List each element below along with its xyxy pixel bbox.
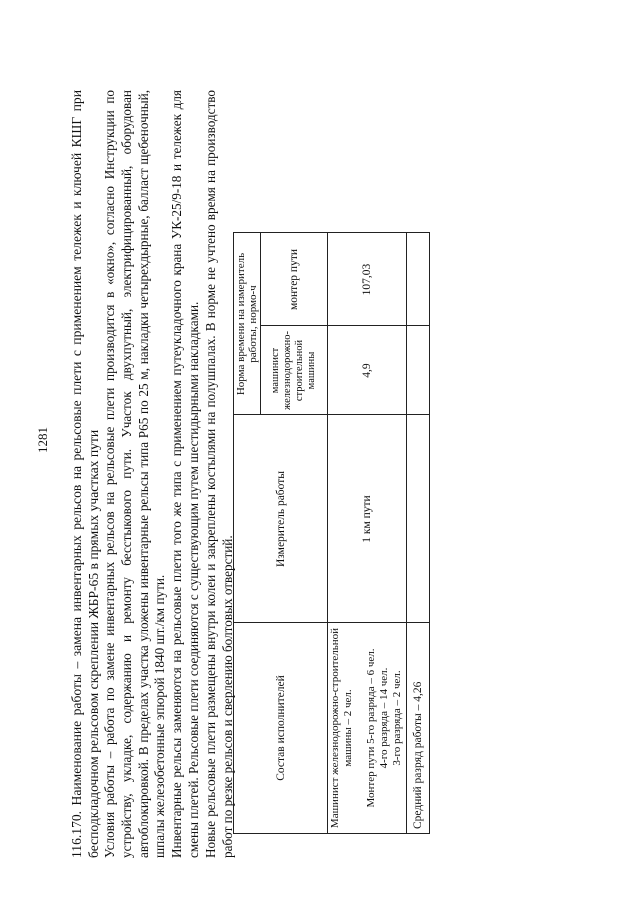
header-norm-group: Норма времени на измеритель работы, нормо-ч [235,252,259,396]
header-track-fitter: монтер пути [287,248,300,311]
norm-exclusions-paragraph: Новые рельсовые плети размещены внутри колеи и закреплены костылями на полушпалах. В норме не учтено время на производство работ по резке рельсов и сверлению болтовых отверстий. [202,90,235,858]
header-machinist: машинист железнодорожно-строительной машины [269,331,317,410]
page-number: 1281 [35,427,50,453]
crew-machinist: Машинист железнодорожно-строительной машины – 2 чел. [329,627,354,829]
document-content [68,90,448,858]
norm-track-fitter-value: 107,03 [360,263,373,296]
crew-cell [327,623,406,833]
crew-track-fitter-grade-3: 3-го разряда – 2 чел. [391,670,403,766]
section-body [102,90,236,858]
norm-machinist-value: 4,9 [360,363,373,378]
header-crew: Состав исполнителей [274,675,287,781]
rail-replacement-paragraph: Инвентарные рельсы заменяются на рельсовые плети того же типа с применением путеукладочного крана УК-25/9-18 и тележек для смены плетей. Рельсовые плети соединяются с существующим путем шестидырными накладками. [169,90,201,858]
crew-track-fitter-grade-4: 4-го разряда – 14 чел. [378,667,390,769]
section-heading: 116.170. Наименование работы – замена инвентарных рельсов на рельсовые плети с применением тележек и ключей КШГ при бесподкладочном рельсовом скреплении ЖБР-65 в прямых участках пути [69,90,101,858]
header-measure: Измеритель работы [274,471,287,568]
measure-value: 1 км пути [360,495,373,543]
crew-track-fitter-total: Монтер пути 5-го разряда – 6 чел. [365,648,377,808]
average-grade: Средний разряд работы – 4,26 [411,681,424,829]
work-conditions-paragraph: Условия работы – работа по замене инвентарных рельсов на рельсовые плети производится в «окно», согласно Инструкции по устройству, укладке, содержанию и ремонту бесстыкового пути. Участок двухпутный, электрифицированный, оборудован автоблокировкой. В пределах участка уложены инвентарные рельсы типа Р65 по 25 м, накладки четырехдырные, балласт щебеночный, шпалы железобетонные эпюрой 1840 шт./км пути. [102,90,168,858]
labor-norm-table [233,232,430,834]
